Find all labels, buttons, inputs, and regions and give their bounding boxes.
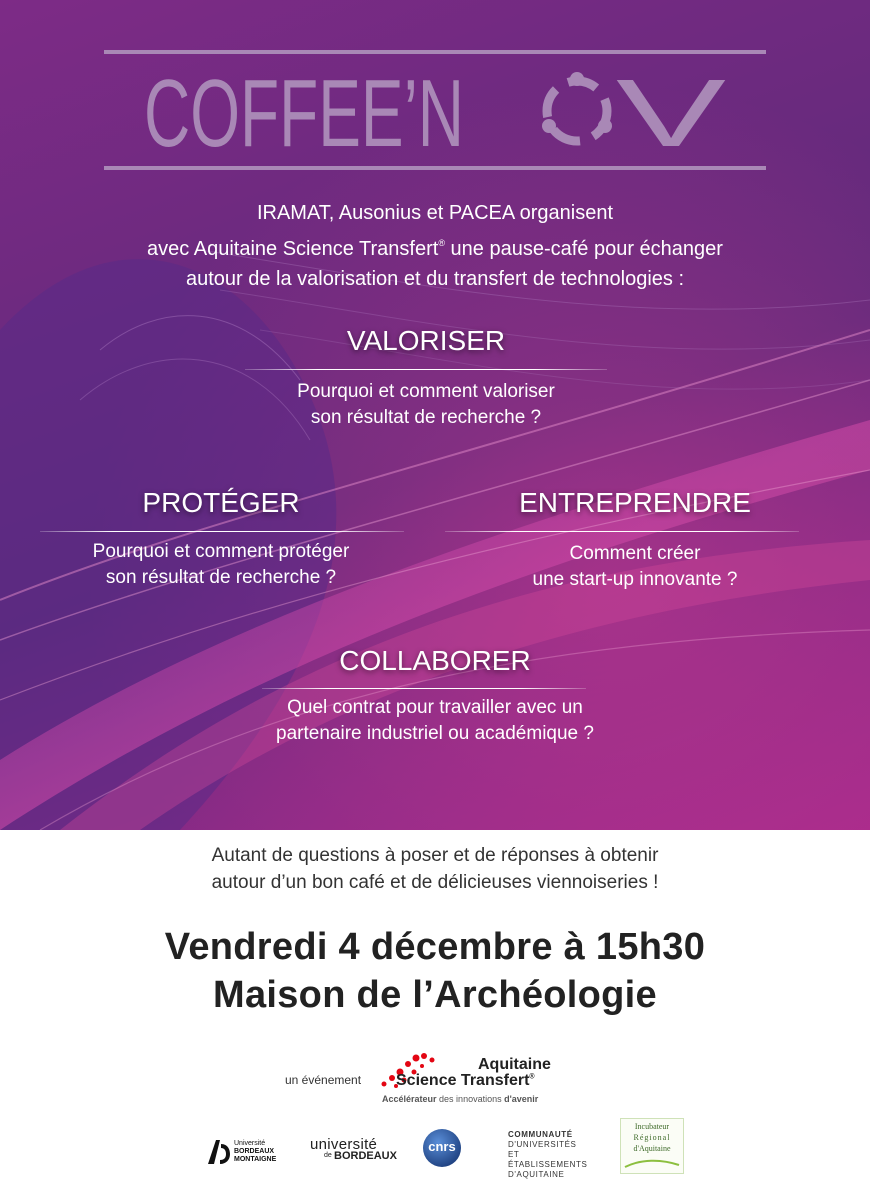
section-body-line: Pourquoi et comment protéger [92,541,350,562]
event-date: Vendredi 4 décembre à 15h30 [164,926,706,968]
universite-bordeaux-montaigne-logo [208,1138,288,1168]
tagline-line-2: autour d’un bon café et de délicieuses viennoiseries ! [211,872,659,893]
universite-de-bordeaux-logo [310,1136,400,1168]
section-title-entreprendre: ENTREPRENDRE [519,487,751,518]
slogan-part-b: des innovations [436,1094,505,1104]
cnrs-text: cnrs [428,1139,456,1154]
aquitaine-science-transfert-logo [378,1050,568,1108]
registered-mark: ® [438,238,445,248]
section-body-line: son résultat de recherche ? [310,407,542,428]
section-rule-proteger [40,531,404,532]
section-body-entreprendre [430,541,840,593]
svg-text:V: V [616,60,726,166]
intro-line-1: IRAMAT, Ausonius et PACEA organisent [256,202,614,224]
section-body-line: Pourquoi et comment valoriser [297,381,555,402]
intro-line-2a: avec Aquitaine Science Transfert [147,238,439,260]
section-body-line: son résultat de recherche ? [105,567,337,588]
intro-text [60,198,810,294]
section-body-line: partenaire industriel ou académique ? [276,723,594,744]
title-top-rule [104,50,766,54]
ubm-line-2: BORDEAUX [234,1148,275,1155]
coffeenov-logo [104,56,766,166]
ubm-mark-icon [208,1140,230,1164]
section-rule-collaborer [262,688,586,689]
sponsor-registered-mark: ® [529,1073,535,1081]
intro-line-2 [60,228,810,264]
ub-line-1: université [310,1136,378,1153]
section-body-proteger [20,539,422,591]
section-rule-valoriser [245,369,607,370]
section-rule-entreprendre [445,531,799,532]
section-title-proteger: PROTÉGER [142,487,300,518]
comue-line-2: D'UNIVERSITÉS [508,1140,577,1149]
incubateur-swoosh-icon [623,1157,681,1171]
tagline [60,842,810,896]
ub-prefix: de [324,1152,332,1159]
incub-line-3: d'Aquitaine [633,1144,671,1153]
incubateur-text [623,1121,681,1154]
molecule-o-icon [542,72,612,141]
section-title-valoriser: VALORISER [346,325,506,356]
tagline-line-1: Autant de questions à poser et de réponses à obtenir [211,845,659,866]
section-title-collaborer: COLLABORER [339,645,531,676]
section-body-valoriser [220,379,632,431]
cnrs-logo [422,1128,462,1168]
ub-line-2: BORDEAUX [334,1150,397,1162]
section-body-collaborer [200,695,670,747]
ubm-line-3: MONTAIGNE [234,1156,277,1163]
section-body-line: Comment créer [569,543,701,564]
section-body-line: une start-up innovante ? [532,569,738,590]
sponsor-name-line-2 [396,1072,535,1090]
comue-line-4: D'AQUITAINE [508,1170,565,1179]
event-place: Maison de l’Archéologie [213,974,657,1016]
slogan-part-c: d'avenir [504,1094,539,1104]
svg-text:COFFEE’N: COFFEE’N [144,60,464,166]
incub-line-1: Incubateur [634,1122,670,1131]
intro-line-3: autour de la valorisation et du transfert de technologies : [185,268,685,290]
slogan-part-a: Accélérateur [382,1094,437,1104]
sponsor-name-text: Science Transfert [396,1072,530,1089]
sponsor-prefix: un événement [285,1073,362,1087]
incubateur-regional-aquitaine-logo [620,1118,684,1174]
ubm-line-1: Université [234,1140,266,1147]
comue-line-1: COMMUNAUTÉ [508,1130,573,1139]
intro-line-2b: une pause-café pour échanger [444,238,723,260]
title-bottom-rule [104,166,766,170]
comue-line-3: ET ÉTABLISSEMENTS [508,1150,588,1169]
ubm-text [234,1140,276,1164]
comue-aquitaine-logo [508,1130,598,1179]
sponsor-slogan [382,1094,538,1104]
section-body-line: Quel contrat pour travailler avec un [287,697,583,718]
incub-line-2: Régional [633,1133,671,1142]
sponsor-name-line-1: Aquitaine [478,1056,551,1073]
